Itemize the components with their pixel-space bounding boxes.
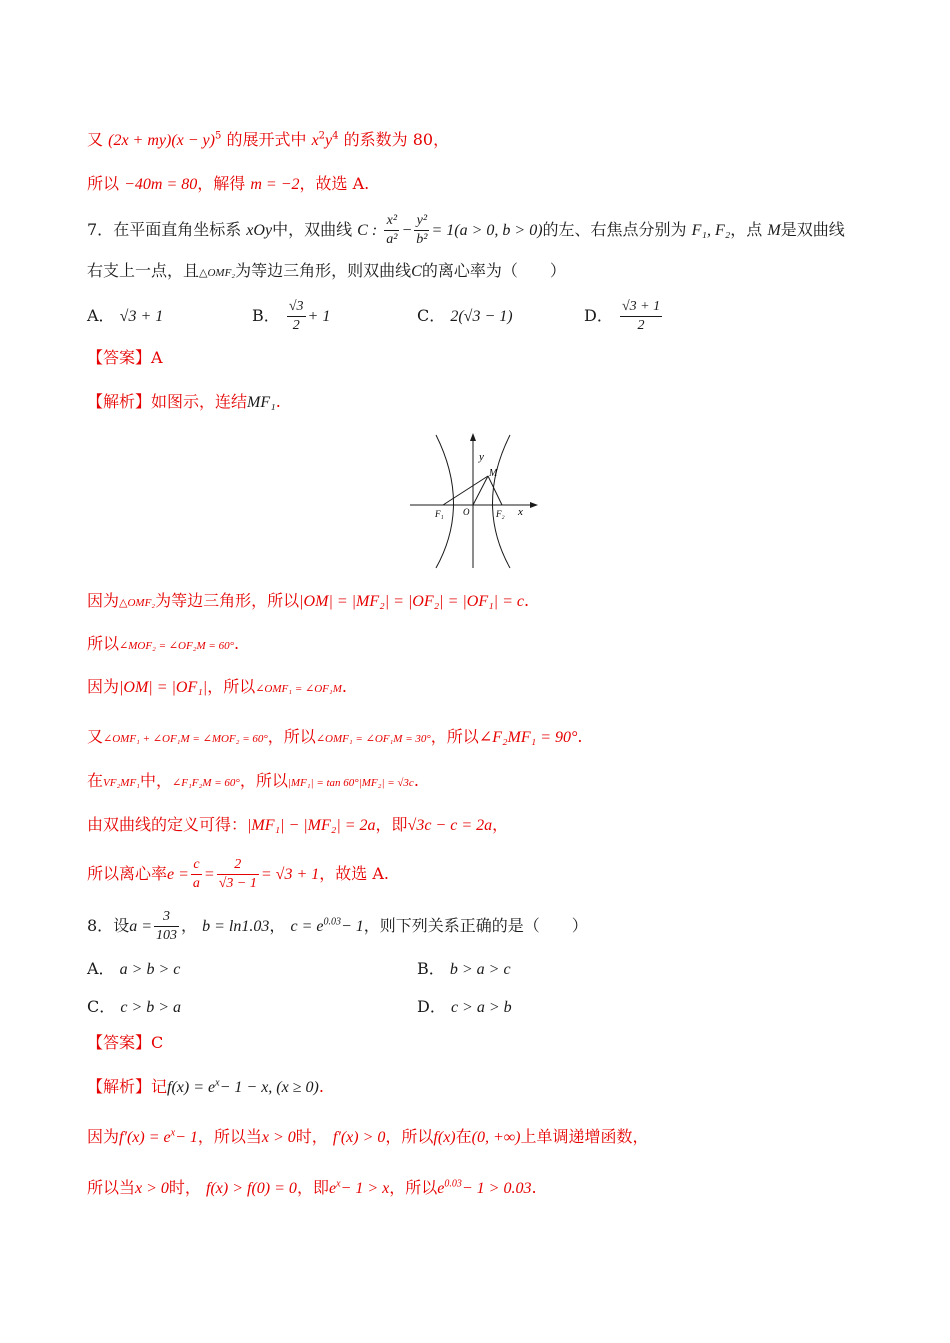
math-expr: − 1 > x [340,1180,390,1197]
text: 所以离心率 [87,864,168,883]
text: 因为 [87,1127,120,1146]
math-expr: ∠F₁F₂M = 60° [172,777,240,789]
text: 是双曲线 [780,220,845,239]
math-expr: f(x) [433,1129,456,1146]
fraction: $\frac{√3}{2}$ [288,299,304,333]
text: . [234,634,240,653]
option-label: C． [87,997,116,1016]
text: ，解得 [197,174,246,193]
text: 设 [113,916,130,935]
text: 因为 [87,677,120,696]
text: 时， [168,1178,201,1197]
math-expr: ∠OMF₁ = ∠OF₁M = 30° [315,733,431,745]
exponent: x [170,1127,176,1139]
math-expr: |OM| = |MF₂| = |OF₂| = |OF₁| = c [299,593,524,610]
math-expr: (2x + my)(x − y) [108,132,215,149]
text: . [341,677,347,696]
text: 所以 [87,174,120,193]
math-expr: (0, +∞) [471,1129,521,1146]
q8-step-1 [87,1125,649,1150]
text: ，所以 [430,727,479,746]
text: 所以当 [87,1178,136,1197]
label-f2: F₂ [496,509,505,519]
text: . [577,727,583,746]
math-op: = [203,866,215,883]
math-expr: −40m = 80 [124,176,198,193]
exponent: 4 [332,130,339,142]
math-expr: x > 0 [261,1129,296,1146]
label-x: x [518,506,523,518]
math-expr: f(x) > f(0) = 0 [206,1180,297,1197]
math-term: M [767,222,781,239]
math-term: VF₂MF₁ [103,777,140,789]
text: ，所以 [267,727,316,746]
text: 在 [455,1127,472,1146]
text: . [523,591,530,610]
text: ，所以 [207,677,256,696]
option-label: A． [87,959,115,978]
math-expr: c = e [290,918,324,935]
option-label: A． [87,306,115,325]
text: 的系数为 80， [343,130,450,149]
text: ，所以当 [197,1127,262,1146]
label-f1: F₁ [435,509,444,519]
math-expr: − 1 [175,1129,198,1146]
q7-step-5 [87,769,419,795]
math-term: MF₁ [247,394,276,411]
math-expr: x > 0 [135,1180,169,1197]
math-expr: = 1(a > 0, b > 0) [431,222,543,239]
math-expr: e [437,1180,445,1197]
text: 在 [87,771,104,790]
label-m: M [489,468,498,479]
q8-answer: 【答案】C [87,1033,164,1052]
analysis-label: 【解析】 [87,1077,152,1096]
q8-analysis-intro [87,1075,324,1100]
option-value: b > a > c [449,961,511,978]
text: . [413,771,419,790]
option-value: a > b > c [119,961,181,978]
label-o: O [463,507,470,517]
exponent: 5 [214,130,222,142]
text: 所以 [87,634,120,653]
segment-mf1 [443,476,488,505]
text: 记 [151,1077,168,1096]
option-label: C． [417,306,446,325]
left-branch [436,435,454,568]
option-label: D． [417,997,446,1016]
y-axis-arrow-icon [470,433,476,441]
math-term: x [311,132,319,149]
q8-stem [87,906,588,947]
fraction: $\frac{\text{y²}}{\text{b²}}$ [416,213,428,247]
math-term: △OMF₂ [119,597,156,609]
math-op: − [401,222,413,239]
q7-option-a[interactable] [87,304,163,329]
math-expr: b = ln1.03 [202,918,270,935]
math-expr: f′(x) = e [119,1129,171,1146]
exponent: 0.03 [323,916,341,928]
text: ，所以 [389,1178,438,1197]
math-expr: |MF₁| − |MF₂| = 2a [247,817,376,834]
math-term: F₁, F₂ [691,222,731,239]
text: 为等边三角形，所以 [155,591,300,610]
q7-stem-line-2 [87,259,566,285]
prev-solution-line-2 [87,172,369,197]
option-label: B． [252,306,280,325]
text: ，即 [296,1178,329,1197]
text: ， [181,916,198,935]
text: ，所以 [239,771,288,790]
text: 的离心率为（ ） [421,261,566,280]
text: 又 [87,130,104,149]
q8-step-2 [87,1176,537,1201]
text: 如图示，连结 [151,392,248,411]
fraction: $\frac{\text{x²}}{\text{a²}}$ [386,213,398,247]
math-expr: ∠F₂MF₁ = 90° [478,729,578,746]
math-term: △OMF₂ [199,267,236,279]
q8-option-b[interactable] [417,957,511,982]
text: 中，双曲线 [272,220,353,239]
math-expr: |MF₁| = tan 60°|MF₂| = √3c [287,777,414,789]
fraction: $\frac{3}{103}$ [156,909,177,943]
exponent: 0.03 [444,1178,462,1190]
fraction: $\frac{√3 + 1}{2}$ [621,299,661,333]
math-expr: ∠OMF₁ + ∠OF₁M = ∠MOF₂ = 60° [103,733,268,745]
exponent: x [336,1178,341,1190]
math-expr: − 1 > 0.03 [461,1180,532,1197]
q8-option-a[interactable] [87,957,180,982]
text: ， [492,815,509,834]
q8-option-c[interactable] [87,995,181,1020]
prev-solution-line-1 [87,128,449,153]
math-expr: = √3 + 1 [260,866,320,883]
text: ， [269,916,286,935]
q8-option-d[interactable] [417,995,512,1020]
text: ，所以 [385,1127,434,1146]
text: . [275,392,281,411]
text: 右支上一点，且 [87,261,200,280]
option-value: √3 + 1 [119,308,164,325]
question-number: 8． [87,916,114,935]
math-term: C [411,263,422,280]
q7-step-1 [87,589,529,615]
option-value: c > a > b [450,999,512,1016]
question-number: 7． [87,220,114,239]
option-label: B． [417,959,445,978]
text: 上单调递增函数， [520,1127,649,1146]
q7-step-3 [87,675,347,701]
option-value: 2(√3 − 1) [450,308,513,325]
text: 中， [140,771,173,790]
text: 在平面直角坐标系 [113,220,242,239]
analysis-label: 【解析】 [87,392,152,411]
exponent: 2 [318,130,326,142]
text: 的展开式中 [226,130,307,149]
math-expr: ∠MOF₂ = ∠OF₂M = 60° [119,640,234,652]
text: . [318,1077,324,1096]
q7-option-d[interactable] [584,296,664,336]
q7-step-6 [87,813,508,838]
math-expr: √3c − c = 2a [407,817,493,834]
text: ，故选 A. [319,864,389,883]
math-expr: e [328,1180,337,1197]
exponent: x [215,1077,220,1089]
option-value: + 1 [307,308,331,325]
text: ，即 [375,815,408,834]
hyperbola-figure [408,430,540,570]
q7-stem-line-1 [87,212,845,249]
q7-step-7 [87,852,389,897]
text: 又 [87,727,104,746]
q7-analysis-intro [87,390,281,415]
math-term: C : [357,222,378,239]
math-expr: f′(x) > 0 [332,1129,386,1146]
fraction: $\frac{2}{√3 - 1}$ [218,857,257,891]
x-axis-arrow-icon [530,502,538,508]
q7-step-4 [87,725,583,751]
math-expr: |OM| = |OF₁| [119,679,208,696]
label-y: y [479,451,484,463]
q7-step-2 [87,632,239,658]
q7-option-b[interactable] [252,296,330,337]
math-term: e = [167,866,189,883]
math-term: a = [129,918,152,935]
math-expr: ∠OMF₁ = ∠OF₁M [255,683,342,695]
option-label: D． [584,306,613,325]
math-expr: − 1 − x, (x ≥ 0) [219,1079,319,1096]
math-expr: f(x) = e [167,1079,216,1096]
text: ，则下列关系正确的是（ ） [363,916,588,935]
math-expr: m = −2 [250,176,300,193]
right-branch [493,435,511,568]
q7-option-c[interactable] [417,304,513,329]
text: 时， [295,1127,328,1146]
text: 为等边三角形，则双曲线 [235,261,412,280]
math-expr: − 1 [340,918,364,935]
text: 的左、右焦点分别为 [542,220,687,239]
text: ，故选 A. [299,174,370,193]
math-term: y [325,132,333,149]
q7-answer: 【答案】A [87,348,163,367]
text: . [531,1178,537,1197]
text: 由双曲线的定义可得： [87,815,248,834]
math-term: xOy [246,222,273,239]
fraction: $\frac{c}{a}$ [192,857,200,891]
option-value: c > b > a [120,999,182,1016]
text: ，点 [730,220,763,239]
text: 因为 [87,591,120,610]
